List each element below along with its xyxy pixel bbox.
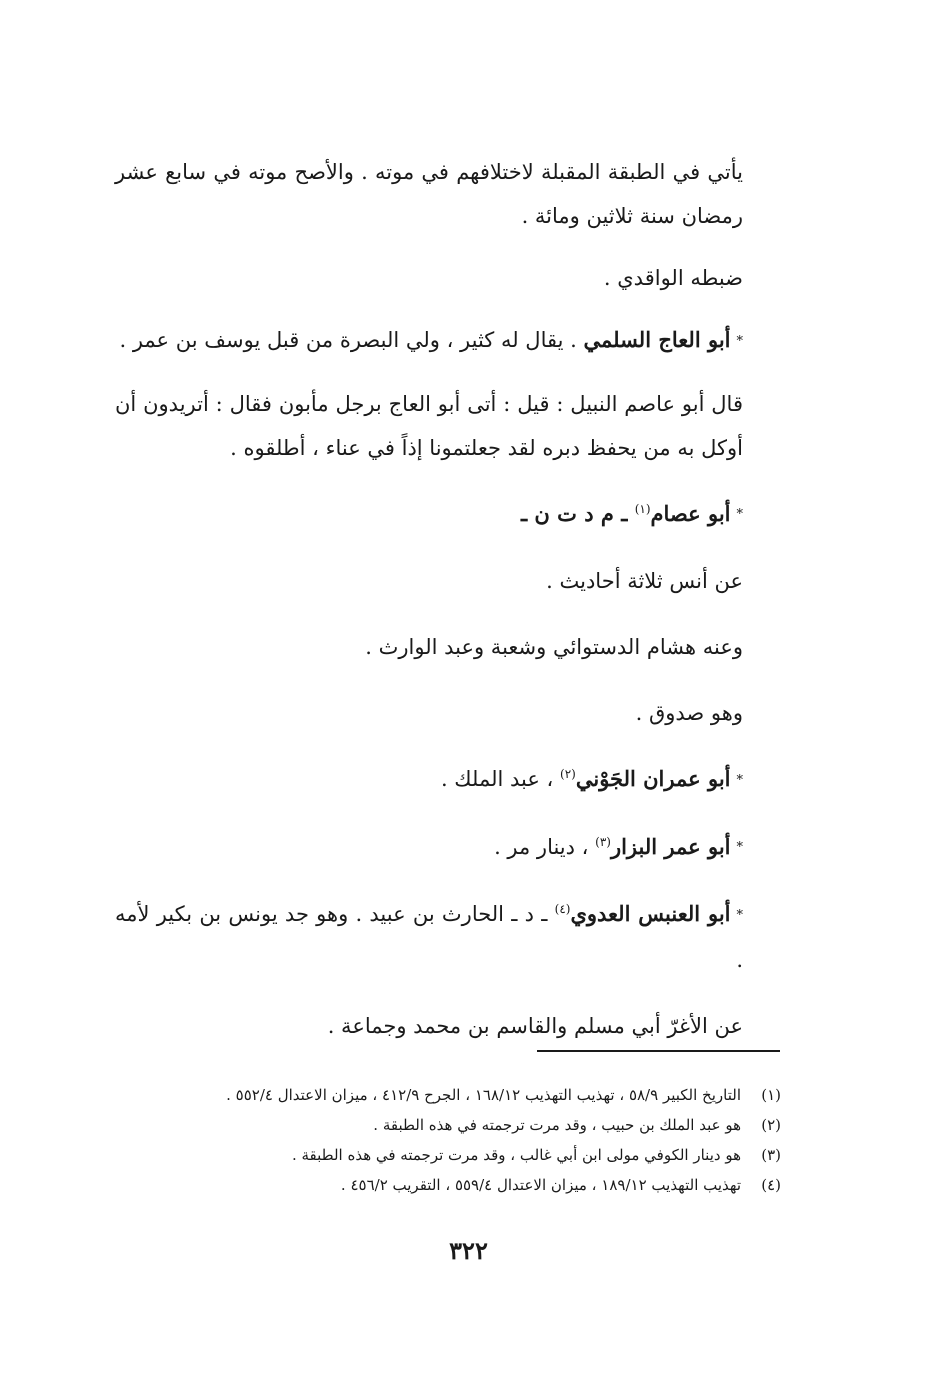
footnote-number: (١) xyxy=(761,1086,781,1104)
footnote-text: تهذيب التهذيب ١٨٩/١٢ ، ميزان الاعتدال ٥٥٩/٤ ، التقريب ٤٥٦/٢ . xyxy=(340,1176,741,1194)
entry-text: ، دينار مر . xyxy=(494,834,596,859)
entry-name: أبو عمران الجَوْني xyxy=(575,766,731,791)
entry-name: أبو عمر البزار xyxy=(610,833,731,859)
entry-text: ـ د ـ الحارث بن عبيد . وهو جد يونس بن بكير لأمه . xyxy=(115,902,743,972)
footnote xyxy=(105,1110,781,1140)
footnote-number: (٢) xyxy=(761,1116,781,1134)
paragraph: يأتي في الطبقة المقبلة لاختلافهم في موته . والأصح موته في سابع عشر رمضان سنة ثلاثين ومائة . xyxy=(115,160,743,228)
main-text xyxy=(115,150,783,1048)
entry-asterisk: * xyxy=(736,907,743,923)
footnote-text: التاريخ الكبير ٥٨/٩ ، تهذيب التهذيب ١٦٨/١٢ ، الجرح ٤١٢/٩ ، ميزان الاعتدال ٥٥٢/٤ . xyxy=(226,1086,741,1104)
entry-text: . يقال له كثير ، ولي البصرة من قبل يوسف بن عمر . xyxy=(119,328,584,352)
paragraph: وهو صدوق . xyxy=(635,701,743,725)
paragraph: قال أبو عاصم النبيل : قيل : أتى أبو العاج برجل مأبون فقال : أتريدون أن أوكل به من يحفظ دبره لقد جعلتمونا إذاً في عناء ، أطلقوه . xyxy=(115,391,743,460)
footnote-separator xyxy=(537,1050,780,1052)
footnote-marker: (٤) xyxy=(554,902,571,916)
page-number: ٣٢٢ xyxy=(449,1236,488,1265)
entry-text: ، عبد الملك . xyxy=(440,767,561,791)
paragraph: وعنه هشام الدستوائي وشعبة وعبد الوارث . xyxy=(365,635,743,659)
biography-entry xyxy=(115,492,783,538)
biography-entry xyxy=(115,825,783,871)
entry-text: ـ م د ت ن ـ xyxy=(520,500,635,526)
footnote-marker: (٣) xyxy=(595,834,611,849)
footnote-marker: (٢) xyxy=(560,767,576,781)
entry-asterisk: * xyxy=(736,772,743,788)
footnote-number: (٤) xyxy=(761,1176,781,1194)
footnote-text: هو دينار الكوفي مولى ابن أبي غالب ، وقد مرت ترجمته في هذه الطبقة . xyxy=(291,1146,741,1164)
biography-entry xyxy=(115,892,783,982)
biography-entry xyxy=(115,318,783,364)
footnote-text: هو عبد الملك بن حبيب ، وقد مرت ترجمته في هذه الطبقة . xyxy=(373,1116,741,1134)
footnote xyxy=(105,1170,781,1200)
footnote xyxy=(105,1140,781,1170)
entry-name: أبو عصام xyxy=(650,500,731,526)
entry-asterisk: * xyxy=(736,507,743,522)
footnote-number: (٣) xyxy=(761,1146,781,1164)
entry-asterisk: * xyxy=(736,840,743,855)
entry-asterisk: * xyxy=(736,333,743,349)
footnote xyxy=(105,1080,781,1110)
entry-name: أبو العاج السلمي xyxy=(583,327,731,352)
paragraph: ضبطه الواقدي . xyxy=(603,266,743,290)
footnote-marker: (١) xyxy=(634,501,651,516)
footnotes xyxy=(105,1080,781,1200)
entry-name: أبو العنبس العدوي xyxy=(570,901,731,926)
biography-entry xyxy=(115,757,783,803)
paragraph: عن الأغرّ أبي مسلم والقاسم بن محمد وجماعة . xyxy=(327,1013,743,1038)
paragraph: عن أنس ثلاثة أحاديث . xyxy=(546,569,743,593)
